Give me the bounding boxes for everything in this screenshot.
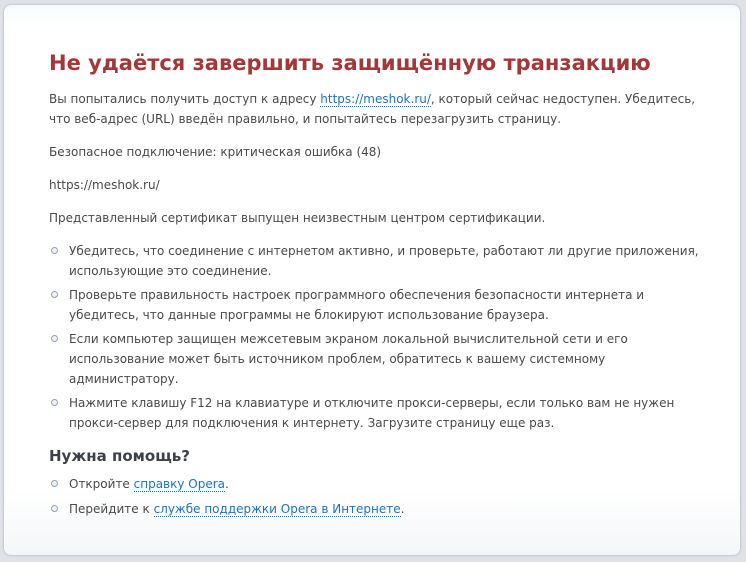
help-text-after: . [400, 502, 405, 516]
requested-url-link[interactable]: https://meshok.ru/ [320, 92, 431, 106]
bullet-icon [51, 480, 58, 487]
error-intro-text-after: , который сейчас недоступен. Убедитесь, что веб-адрес (URL) введён правильно, и попытайтесь перезагрузить страницу. [49, 92, 696, 126]
suggestion-text: Проверьте правильность настроек программного обеспечения безопасности интернета и убедитесь, что данные программы не блокируют использование браузера. [69, 288, 645, 322]
help-item [49, 474, 709, 494]
suggestions-list [49, 241, 709, 433]
suggestion-text: Если компьютер защищен межсетевым экраном локальной вычислительной сети и его использование может быть источником проблем, обратитесь к вашему системному администратору. [69, 332, 628, 386]
error-page-card [3, 4, 741, 556]
help-text-before: Перейдите к [69, 502, 154, 516]
error-intro-text-before: Вы попытались получить доступ к адресу [49, 92, 321, 106]
suggestion-text: Нажмите клавишу F12 на клавиатуре и отключите прокси-серверы, если только вам не нужен прокси-сервер для подключения к интернету. Загрузите страницу еще раз. [69, 396, 675, 430]
help-text-before: Откройте [69, 477, 134, 491]
suggestion-item [49, 241, 709, 281]
bullet-icon [51, 291, 58, 298]
bullet-icon [51, 335, 58, 342]
suggestion-item [49, 329, 709, 389]
connection-status: Безопасное подключение: критическая ошибка (48) [49, 145, 382, 159]
help-heading: Нужна помощь? [49, 447, 190, 465]
error-content [49, 51, 709, 529]
bullet-icon [51, 505, 58, 512]
help-item [49, 499, 709, 519]
suggestion-item [49, 285, 709, 325]
error-intro [49, 89, 709, 129]
bullet-icon [51, 399, 58, 406]
help-text-after: . [225, 477, 229, 491]
suggestion-text: Убедитесь, что соединение с интернетом активно, и проверьте, работают ли другие приложения, использующие это соединение. [69, 244, 699, 278]
help-list [49, 474, 709, 519]
bullet-icon [51, 247, 58, 254]
suggestion-item [49, 393, 709, 433]
certificate-message: Представленный сертификат выпущен неизвестным центром сертификации. [49, 211, 546, 225]
requested-url: https://meshok.ru/ [49, 178, 160, 192]
opera-support-link[interactable]: службе поддержки Opera в Интернете [153, 502, 401, 516]
opera-help-link[interactable]: справку Opera [133, 477, 226, 491]
error-title: Не удаётся завершить защищённую транзакцию [49, 51, 651, 75]
